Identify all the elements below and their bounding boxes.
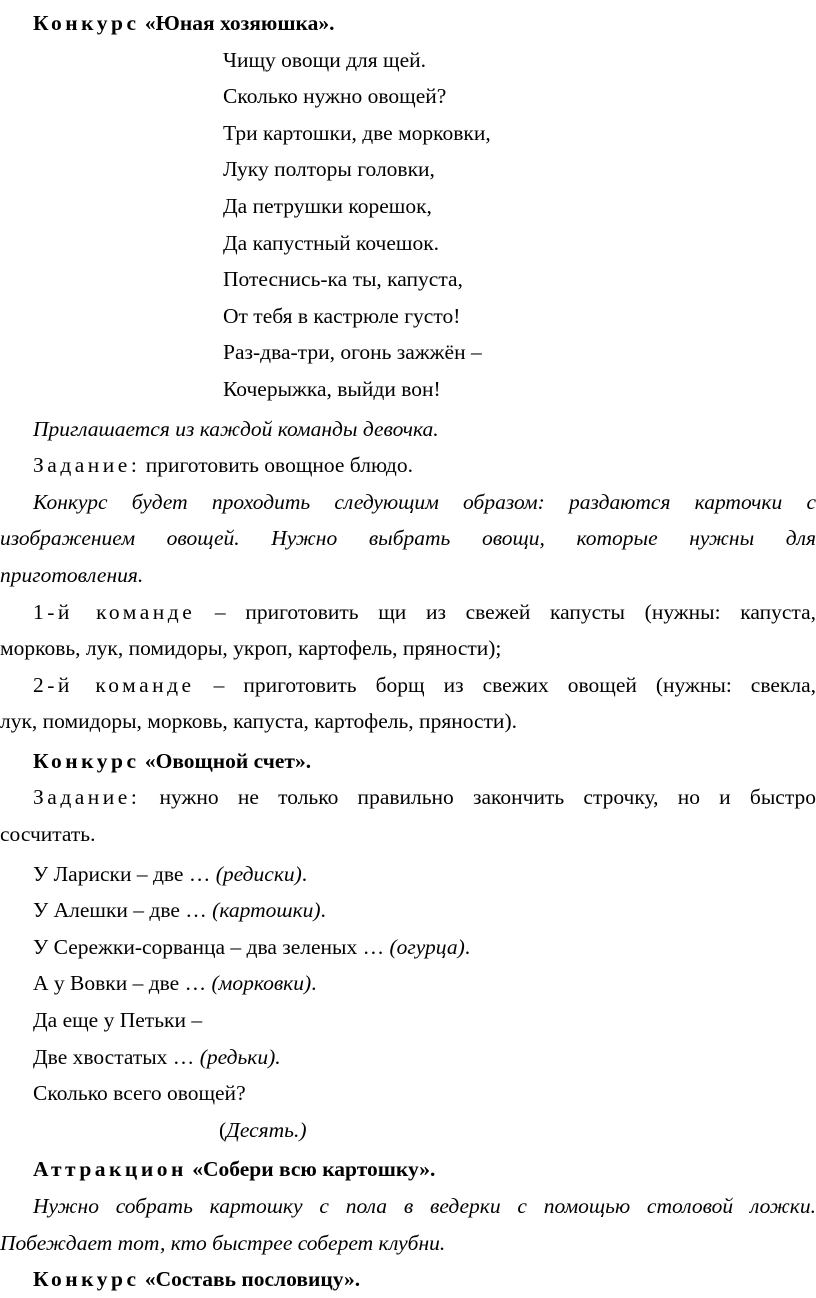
- count-line: [0, 1075, 816, 1112]
- contest1-desc-line: изображением овощей. Нужно выбрать овощи, которые нужны для: [0, 526, 816, 551]
- count-text: У Алешки – две …: [33, 898, 213, 923]
- count-answer: (морковки): [211, 971, 312, 996]
- count-text: Сколько всего овощей?: [33, 1081, 246, 1106]
- document-page: [0, 5, 816, 1298]
- poem-line: Сколько нужно овощей?: [223, 84, 447, 109]
- contest1-label: Конкурс: [33, 11, 140, 35]
- poem-line: Потеснись-ка ты, капуста,: [223, 267, 463, 292]
- poem-line: От тебя в кастрюле густо!: [223, 303, 461, 328]
- poem-line: Чищу овощи для щей.: [223, 47, 427, 72]
- contest3-label: Конкурс: [33, 1267, 140, 1292]
- poem-line: Три картошки, две морковки,: [223, 120, 491, 145]
- count-text: А у Вовки – две …: [33, 971, 212, 996]
- contest1-task: [0, 447, 816, 484]
- count-text: У Сережки-сорванца – два зеленых …: [33, 934, 390, 959]
- count-line: [0, 965, 816, 1002]
- poem-line: Да капустный кочешок.: [223, 230, 440, 255]
- count-end: .: [464, 934, 471, 959]
- task-label: Задание:: [33, 785, 141, 810]
- count-answer: (картошки): [212, 898, 321, 923]
- team1-line: морковь, лук, помидоры, укроп, картофель, пряности);: [0, 636, 502, 661]
- team1-text: – приготовить щи из свежей капусты (нужны: капуста,: [195, 599, 816, 624]
- contest2-task-line: [0, 779, 816, 816]
- contest3-heading: [0, 1261, 816, 1298]
- contest1-desc-line: Конкурс будет проходить следующим образом: раздаются карточки с: [33, 489, 816, 514]
- team1-prefix: 1-й команде: [33, 599, 196, 624]
- count-line: [0, 1039, 816, 1076]
- contest1-desc-line: приготовления.: [0, 562, 144, 587]
- answer-text: Десять.): [226, 1117, 307, 1142]
- task-label: Задание:: [33, 453, 141, 478]
- count-answer-line: [0, 1112, 816, 1149]
- poem-line: Кочерыжка, выйди вон!: [223, 376, 441, 401]
- attraction-title: «Собери всю картошку».: [192, 1157, 436, 1182]
- count-end: .: [301, 861, 308, 886]
- task-text: нужно не только правильно закончить строчку, но и быстро: [140, 785, 816, 810]
- contest2-label: Конкурс: [33, 748, 140, 773]
- contest1-invite: Приглашается из каждой команды девочка.: [33, 416, 439, 441]
- poem-line: Да петрушки корешок,: [223, 193, 432, 218]
- count-line: [0, 856, 816, 893]
- contest1-heading: [0, 5, 816, 42]
- count-answer: (огурца): [389, 934, 465, 959]
- contest1-poem: [0, 42, 816, 408]
- team1-line: [0, 594, 816, 631]
- attraction-heading: [0, 1151, 816, 1188]
- team2-prefix: 2-й команде: [33, 672, 195, 697]
- contest1-title: «Юная хозяюшка».: [144, 11, 335, 35]
- contest2-heading: [0, 743, 816, 780]
- poem-line: Раз-два-три, огонь зажжён –: [223, 340, 482, 365]
- poem-line: Луку полторы головки,: [223, 157, 435, 182]
- contest3-title: «Составь пословицу».: [144, 1267, 361, 1292]
- count-end: .: [320, 898, 326, 923]
- contest2-title: «Овощной счет».: [144, 748, 312, 773]
- count-text: Да еще у Петьки –: [33, 1008, 203, 1033]
- attraction-label: Аттракцион: [33, 1157, 187, 1182]
- count-end: .: [311, 971, 317, 996]
- count-text: У Лариски – две …: [33, 861, 216, 886]
- count-answer: (редиски): [215, 861, 302, 886]
- attraction-desc-line: Нужно собрать картошку с пола в ведерки с помощью столовой ложки.: [33, 1194, 816, 1218]
- team2-line: [0, 667, 816, 704]
- contest2-task-line: сосчитать.: [0, 822, 96, 847]
- answer-paren: (: [219, 1117, 227, 1142]
- count-line: [0, 929, 816, 966]
- count-line: [0, 892, 816, 929]
- count-text: Две хвостатых …: [33, 1044, 200, 1069]
- team2-line: лук, помидоры, морковь, капуста, картофель, пряности).: [0, 709, 517, 734]
- task-text: приготовить овощное блюдо.: [140, 453, 413, 478]
- count-line: [0, 1002, 816, 1039]
- team2-text: – приготовить борщ из свежих овощей (нужны: свекла,: [194, 672, 816, 697]
- count-answer: (редьки).: [199, 1044, 281, 1069]
- attraction-desc-line: Побеждает тот, кто быстрее соберет клубни.: [0, 1230, 446, 1255]
